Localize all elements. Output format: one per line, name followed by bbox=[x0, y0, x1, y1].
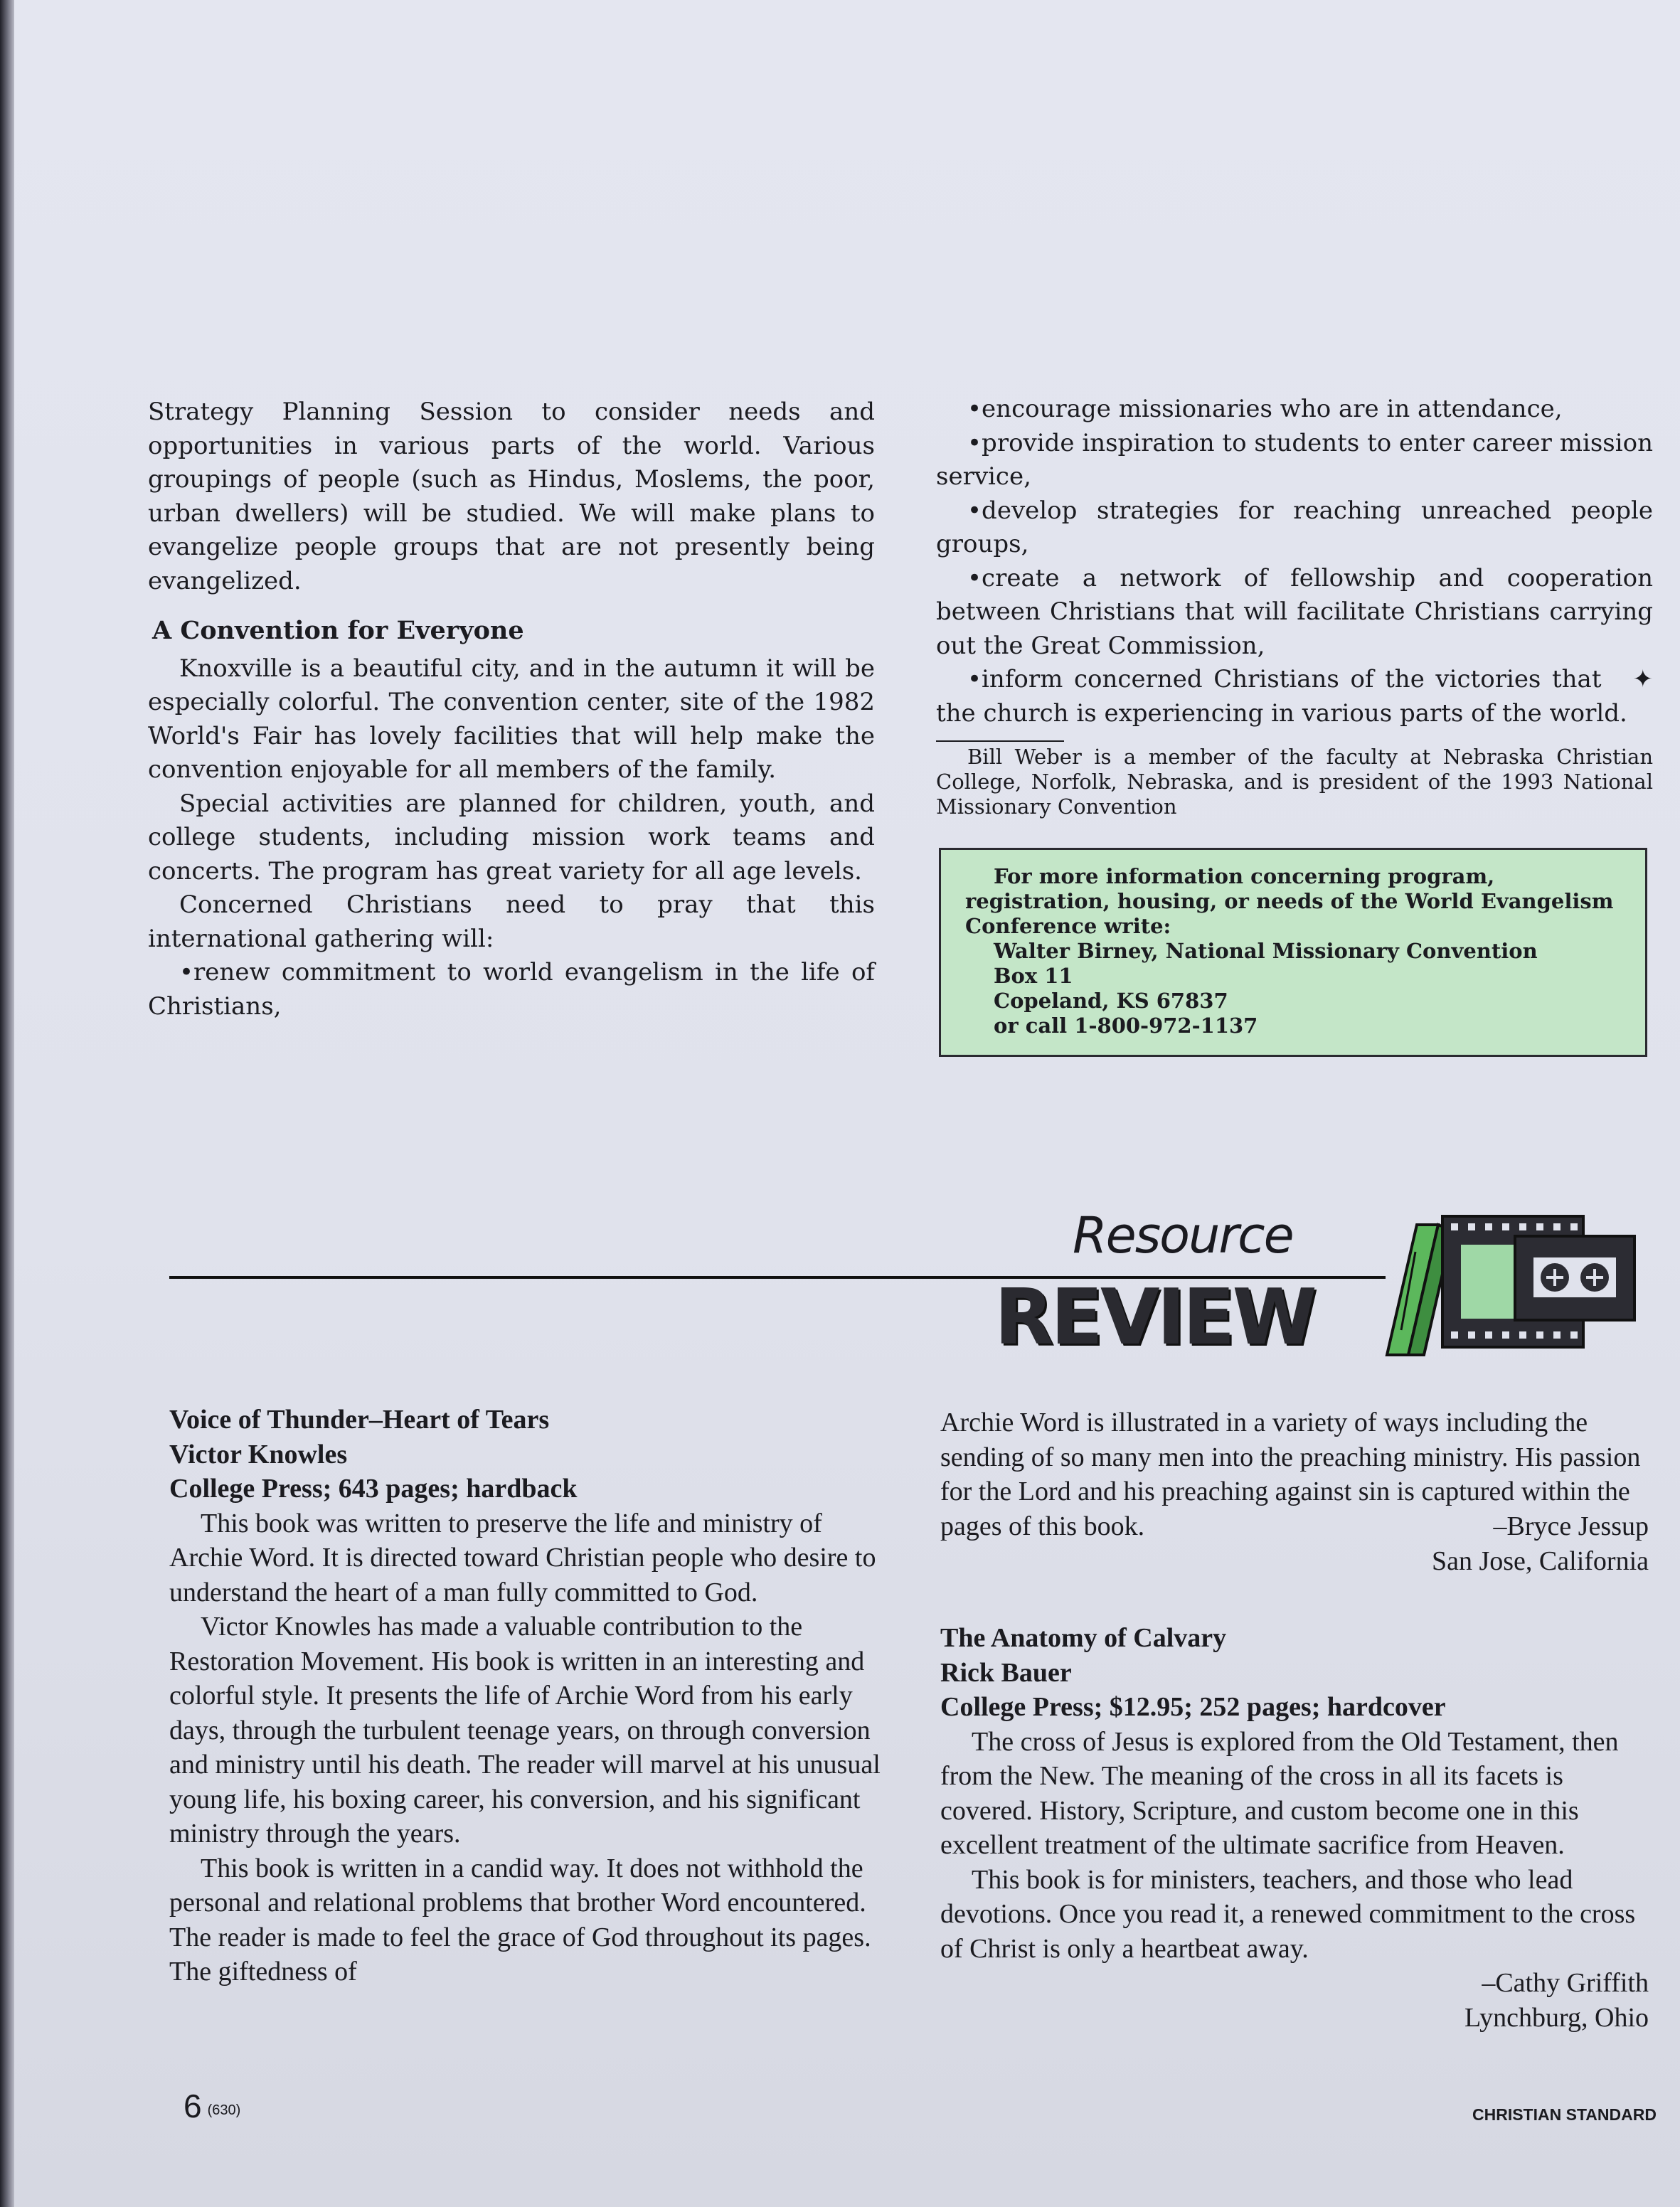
video-cassette-icon bbox=[1515, 1236, 1634, 1320]
address-line: Walter Birney, National Missionary Convention bbox=[994, 939, 1538, 963]
page-serial: (630) bbox=[207, 2102, 241, 2118]
paragraph: Strategy Planning Session to consider needs and opportunities in various parts of the world. Various groupings of people (such as Hindus, Moslems, the poor, urban dwellers) will be studied. We will make plans to evangelize people groups that are not presently being evangelized. bbox=[148, 398, 875, 595]
review-publisher: College Press; $12.95; 252 pages; hardcover bbox=[940, 1692, 1446, 1722]
review-paragraph: This book is for ministers, teachers, and those who lead devotions. Once you read it, a renewed commitment to the cross of Christ is only a heartbeat away. bbox=[940, 1864, 1636, 1964]
paragraph: Special activities are planned for children, youth, and college students, including mission work teams and concerts. The program has great variety for all age levels. bbox=[148, 789, 875, 886]
reviewer-name: –Cathy Griffith bbox=[1482, 1968, 1649, 1998]
section-heading: A Convention for Everyone bbox=[152, 616, 524, 645]
review-paragraph: Victor Knowles has made a valuable contribution to the Restoration Movement. His book is written in an interesting and colorful style. It presents the life of Archie Word from his early days, through the turbulent teenage years, on through conversion and ministry until his death. The reader will marvel at his unusual young life, his boxing career, his conversion, and his significant ministry through the years. bbox=[169, 1612, 881, 1849]
review-author: Rick Bauer bbox=[940, 1657, 1072, 1688]
review-right-column bbox=[940, 1405, 1649, 2035]
contact-info-box bbox=[939, 848, 1647, 1057]
bullet-item: •encourage missionaries who are in attendance, bbox=[967, 395, 1563, 423]
review-paragraph: Archie Word is illustrated in a variety of ways including the sending of so many men into the preaching ministry. His passion for the Lord and his preaching against sin is captured within the pages of this book. bbox=[940, 1408, 1641, 1541]
review-publisher: College Press; 643 pages; hardback bbox=[169, 1474, 578, 1504]
review-paragraph: This book was written to preserve the life and ministry of Archie Word. It is directed toward Christian people who desire to understand the heart of a man fully committed to God. bbox=[169, 1508, 876, 1607]
page-number: 6 (630) bbox=[184, 2088, 241, 2124]
info-intro: For more information concerning program, registration, housing, or needs of the World Evangelism Conference write: bbox=[965, 864, 1614, 938]
article-left-column bbox=[148, 395, 875, 1023]
reviewer-name: –Bryce Jessup bbox=[1493, 1511, 1649, 1541]
reviewer-location: San Jose, California bbox=[1431, 1546, 1649, 1576]
review-title: Voice of Thunder–Heart of Tears bbox=[169, 1405, 550, 1435]
address-line: Box 11 bbox=[994, 964, 1073, 988]
review-paragraph: The cross of Jesus is explored from the Old Testament, then from the New. The meaning of the cross in all its facets is covered. History, Scripture, and custom become one in this excellent treatment of the ultimate sacrifice from Heaven. bbox=[940, 1726, 1619, 1860]
banner-resource-word: Resource bbox=[1073, 1206, 1293, 1265]
address-line: Copeland, KS 67837 bbox=[994, 989, 1228, 1013]
bullet-item: ✦ •inform concerned Christians of the victories that the church is experiencing in various parts of the world. bbox=[936, 663, 1653, 730]
author-bio: Bill Weber is a member of the faculty at Nebraska Christian College, Norfolk, Nebraska, and is president of the 1993 National Missionary Convention bbox=[936, 745, 1653, 819]
bullet-item: •create a network of fellowship and cooperation between Christians that will facilitate Christians carrying out the Great Commission, bbox=[936, 563, 1653, 660]
resource-review-art bbox=[1373, 1209, 1643, 1358]
article-right-column bbox=[936, 393, 1653, 819]
phone-line: or call 1-800-972-1137 bbox=[994, 1014, 1258, 1038]
magazine-name: CHRISTIAN STANDARD bbox=[1472, 2105, 1657, 2124]
bullet-item: •develop strategies for reaching unreached people groups, bbox=[936, 496, 1653, 558]
end-mark-icon: ✦ bbox=[1632, 665, 1653, 693]
paragraph: Knoxville is a beautiful city, and in the autumn it will be especially colorful. The convention center, site of the 1982 World's Fair has lovely facilities that will help make the convention enjoyable for all members of the family. bbox=[148, 654, 875, 784]
review-paragraph: This book is written in a candid way. It does not withhold the personal and relational problems that brother Word encountered. The reader is made to feel the grace of God throughout its pages. The giftedness of bbox=[169, 1853, 871, 1987]
bullet-item: •provide inspiration to students to enter career mission service, bbox=[936, 428, 1653, 491]
banner-review-word: REVIEW bbox=[994, 1273, 1314, 1362]
review-title: The Anatomy of Calvary bbox=[940, 1623, 1227, 1653]
review-left-column bbox=[169, 1403, 889, 1989]
review-author: Victor Knowles bbox=[169, 1439, 348, 1469]
paragraph: Concerned Christians need to pray that this international gathering will: bbox=[148, 890, 875, 953]
book-spine-shadow bbox=[0, 0, 14, 2207]
reviewer-location: Lynchburg, Ohio bbox=[1464, 2002, 1649, 2033]
bio-divider bbox=[936, 740, 1064, 742]
bullet-item: •renew commitment to world evangelism in the life of Christians, bbox=[148, 958, 875, 1021]
